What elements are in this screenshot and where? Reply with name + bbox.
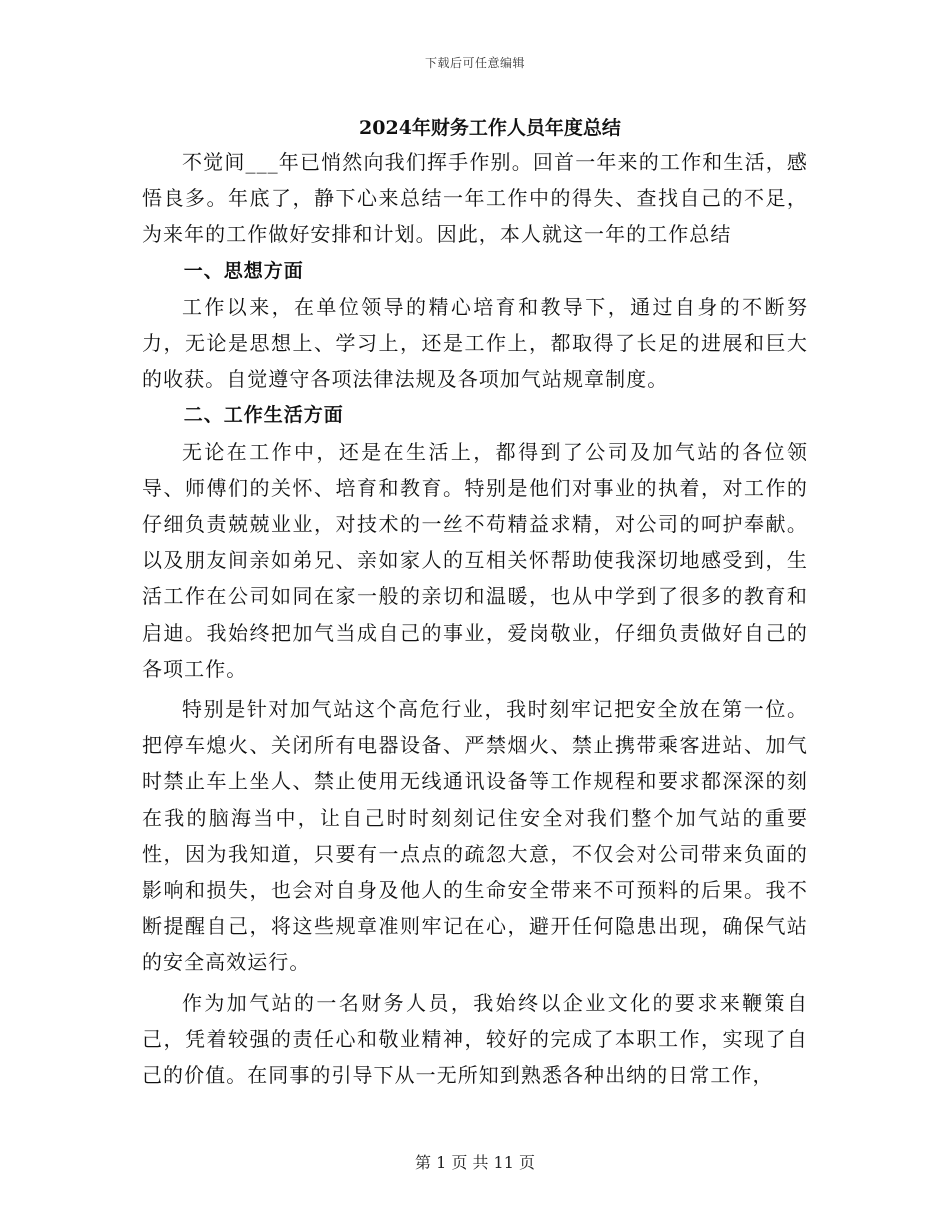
- paragraph-finance: 作为加气站的一名财务人员，我始终以企业文化的要求来鞭策自己，凭着较强的责任心和敬业精神，较好的完成了本职工作，实现了自己的价值。在同事的引导下从一无所知到熟悉各种出纳的日常工作，: [142, 990, 808, 1088]
- document-body: [142, 112, 808, 1093]
- paragraph-safety: 特别是针对加气站这个高危行业，我时刻牢记把安全放在第一位。把停车熄火、关闭所有电器设备、严禁烟火、禁止携带乘客进站、加气时禁止车上坐人、禁止使用无线通讯设备等工作规程和要求都深深的刻在我的脑海当中，让自己时时刻刻记住安全对我们整个加气站的重要性，因为我知道，只要有一点点的疏忽大意，不仅会对公司带来负面的影响和损失，也会对自身及他人的生命安全带来不可预料的后果。我不断提醒自己，将这些规章准则牢记在心，避开任何隐患出现，确保气站的安全高效运行。: [142, 697, 808, 975]
- paragraph-intro: 不觉间___年已悄然向我们挥手作别。回首一年来的工作和生活，感悟良多。年底了，静下心来总结一年工作中的得失、查找自己的不足，为来年的工作做好安排和计划。因此，本人就这一年的工作总结: [142, 150, 808, 247]
- section-heading-work-life: 二、工作生活方面: [183, 404, 344, 427]
- page-footer: 第 1 页 共 11 页: [415, 1153, 535, 1172]
- page-header: 下载后可任意编辑: [424, 56, 525, 70]
- document-title: 2024年财务工作人员年度总结: [359, 117, 621, 139]
- paragraph-work-life: 无论在工作中，还是在生活上，都得到了公司及加气站的各位领导、师傅们的关怀、培育和教育。特别是他们对事业的执着，对工作的仔细负责兢兢业业，对技术的一丝不苟精益求精，对公司的呵护奉献。以及朋友间亲如弟兄、亲如家人的互相关怀帮助使我深切地感受到，生活工作在公司如同在家一般的亲切和温暖，也从中学到了很多的教育和启迪。我始终把加气当成自己的事业，爱岗敬业，仔细负责做好自己的各项工作。: [142, 439, 808, 681]
- section-heading-thought: 一、思想方面: [183, 259, 304, 282]
- paragraph-thought: 工作以来，在单位领导的精心培育和教导下，通过自身的不断努力，无论是思想上、学习上，还是工作上，都取得了长足的进展和巨大的收获。自觉遵守各项法律法规及各项加气站规章制度。: [142, 294, 808, 392]
